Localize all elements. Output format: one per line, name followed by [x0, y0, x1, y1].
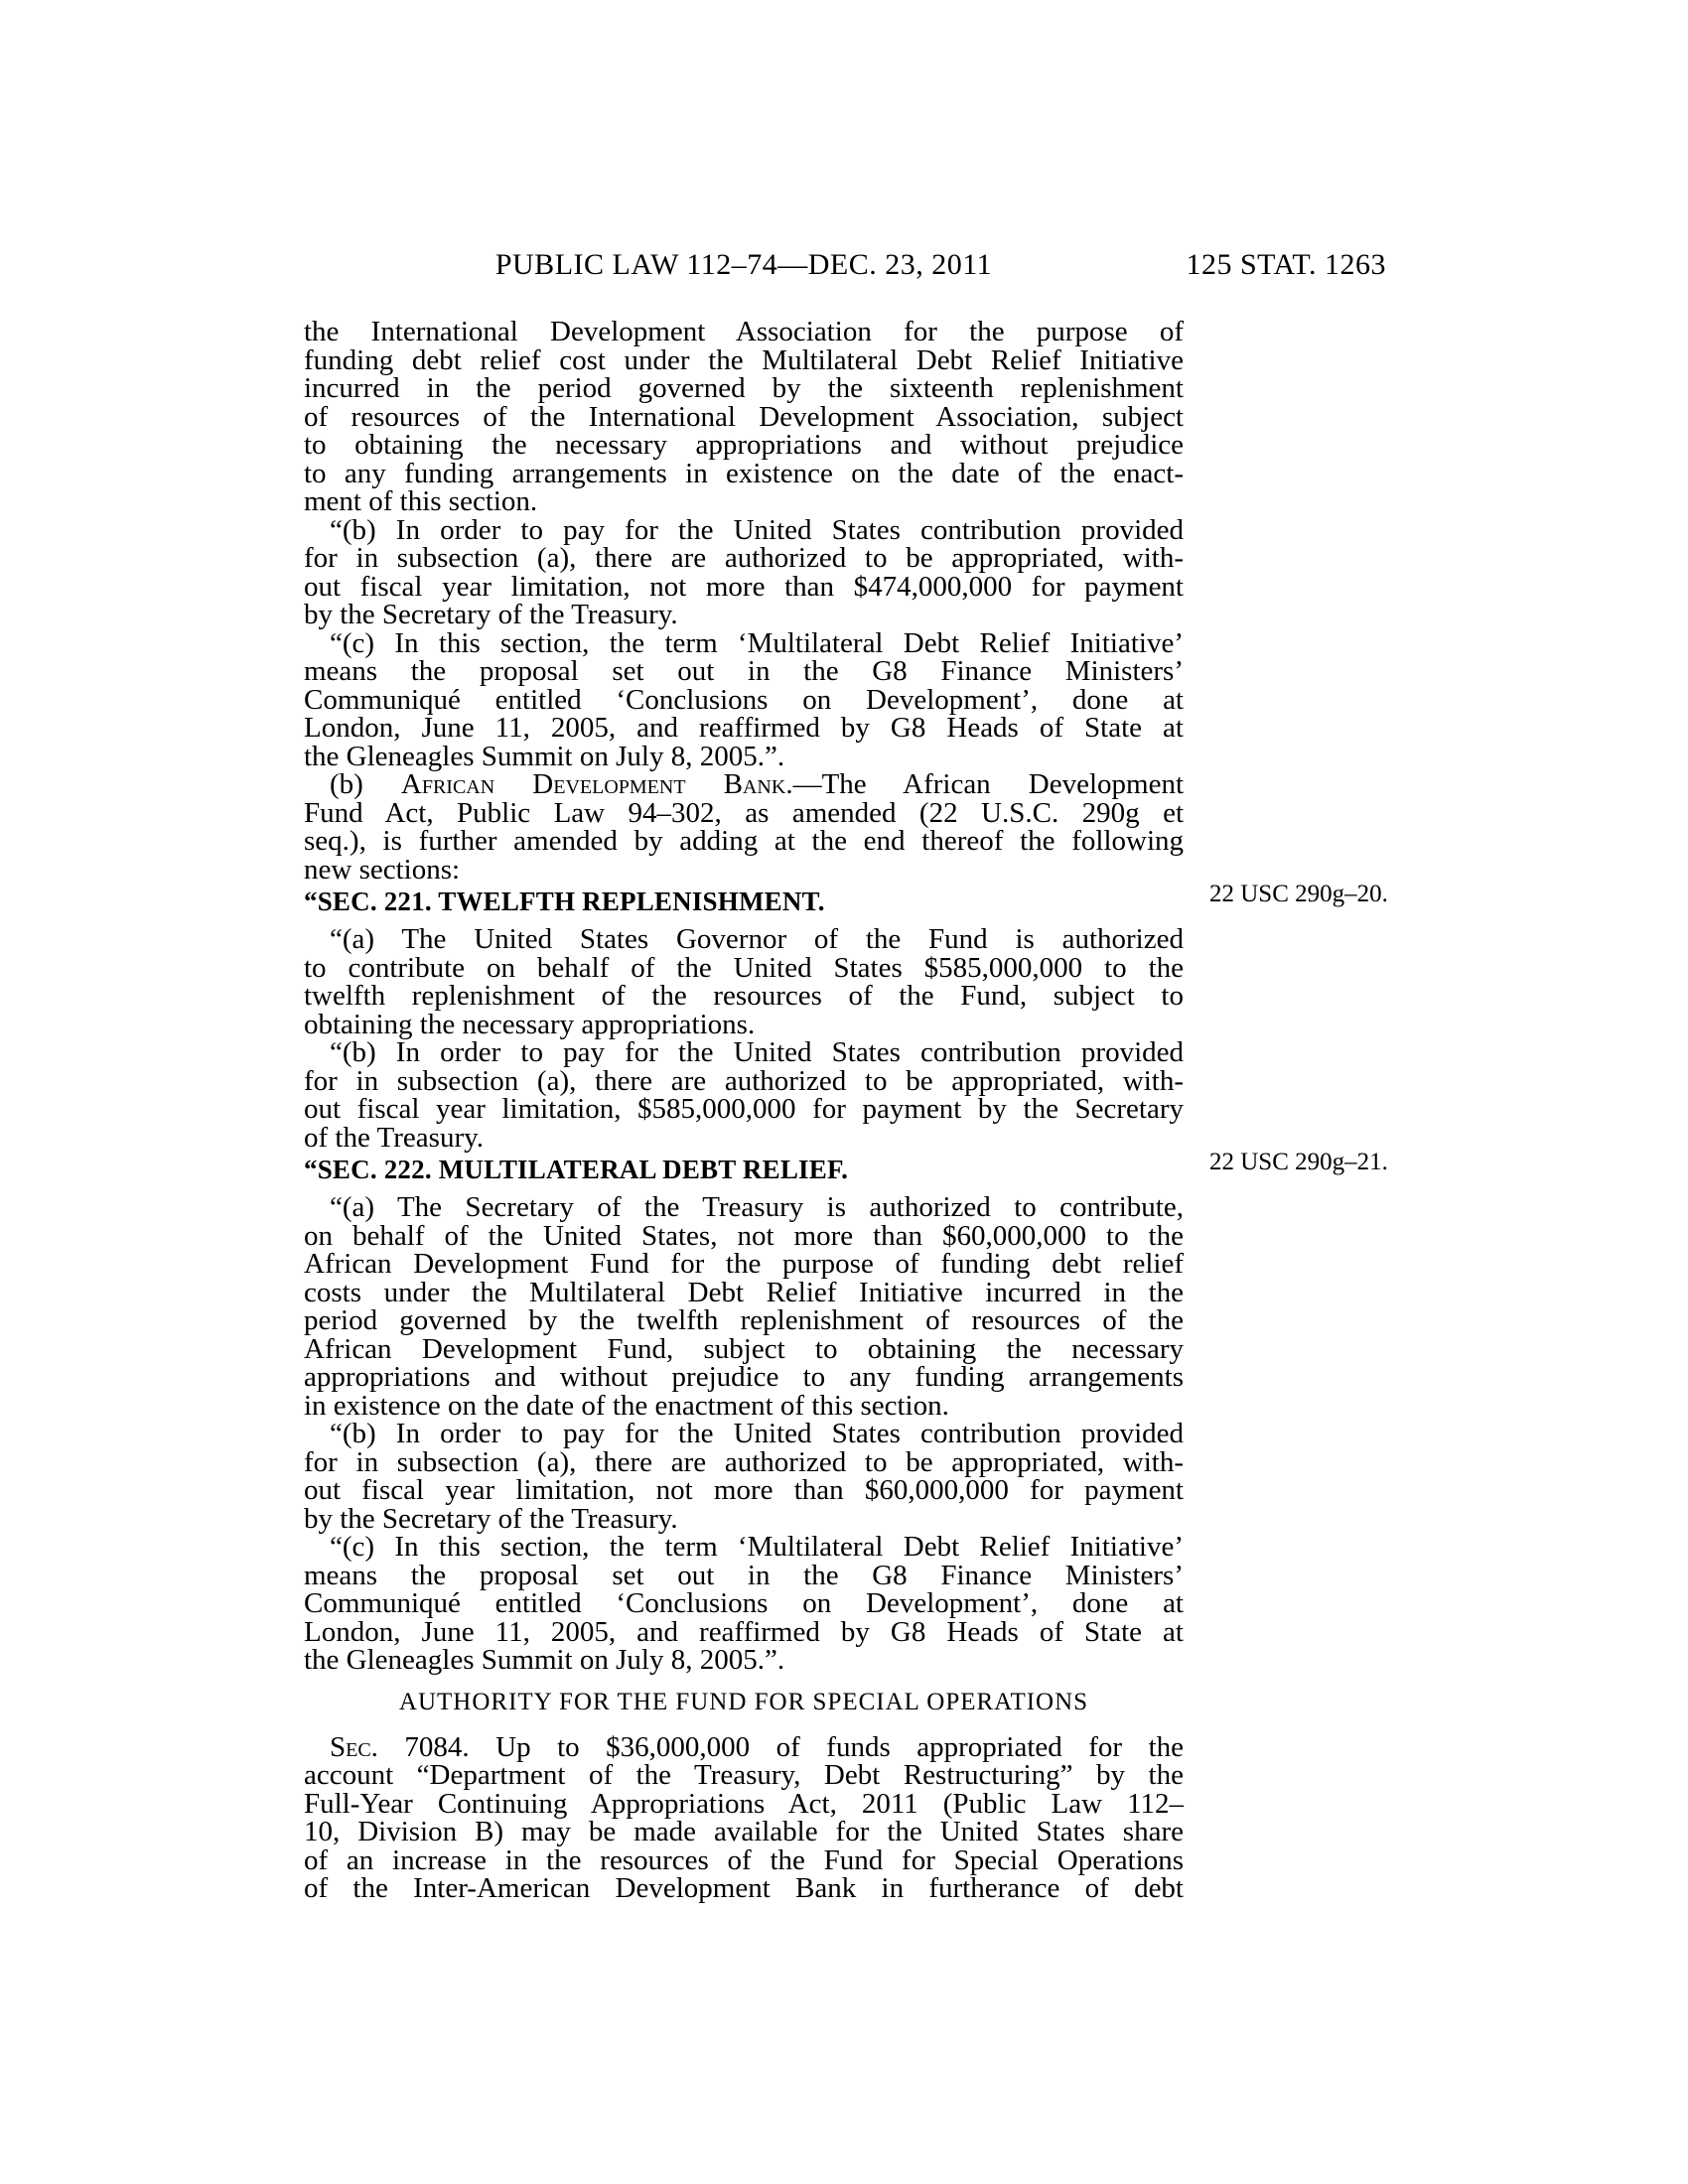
margin-note-usc-290g-20: 22 USC 290g–20. — [1209, 881, 1388, 907]
statute-text-column — [304, 318, 1184, 1903]
paragraph-c-mdri-definition: “(c) In this section, the term ‘Multilateral Debt Relief Initiative’ means the proposal set out in the G8 Finance Ministers’ Communiqué entitled ‘Conclusions on Development’, done at London, June 11, 2005, and reaffirmed by G8 Heads of State at the Gleneagles Summit on July 8, 2005.”. — [304, 626, 1184, 772]
paragraph-222c-mdri-definition: “(c) In this section, the term ‘Multilateral Debt Relief Initiative’ means the proposal set out in the G8 Finance Ministers’ Communiqué entitled ‘Conclusions on Development’, done at London, June 11, 2005, and reaffirmed by G8 Heads of State at the Gleneagles Summit on July 8, 2005.”. — [304, 1531, 1184, 1676]
paragraph-african-development-bank-amendment: (b) African Development Bank.—The African Development Fund Act, Public Law 94–302, as amended (22 U.S.C. 290g et seq.), is further amended by adding at the end thereof the following new sections: — [304, 768, 1184, 886]
paragraph-222a-60m-contribution: “(a) The Secretary of the Treasury is authorized to contribute, on behalf of the United States, not more than $60,000,000 to the African Development Fund for the purpose of funding debt relief costs under the Multilateral Debt Relief Initiative incurred in the period governed by the twelfth replenishment of resources of the African Development Fund, subject to obtaining the necessary appropriations and without prejudice to any funding arrangements in existence on the date of the enactment of this section. — [304, 1191, 1184, 1422]
paragraph-221b-585m-appropriation: “(b) In order to pay for the United States contribution provided for in subsection (a), there are authorized to be appropriated, with- out fiscal year limitation, $585,000,000 for payment by the Secretary of the Treasury. — [304, 1036, 1184, 1154]
crossheading-authority-fund-special-operations: AUTHORITY FOR THE FUND FOR SPECIAL OPERATIONS — [398, 1688, 1089, 1715]
running-head-law-title: PUBLIC LAW 112–74—DEC. 23, 2011 — [494, 248, 993, 281]
section-heading-222-multilateral-debt-relief: “SEC. 222. MULTILATERAL DEBT RELIEF. — [304, 1155, 849, 1184]
section-heading-221-twelfth-replenishment: “SEC. 221. TWELFTH REPLENISHMENT. — [304, 887, 825, 916]
paragraph-222b-60m-appropriation: “(b) In order to pay for the United States contribution provided for in subsection (a), there are authorized to be appropriated, with- out fiscal year limitation, not more than $60,000,000 for payment by the Secretary of the Treasury. — [304, 1418, 1184, 1535]
paragraph-221a-585m-contribution: “(a) The United States Governor of the Fund is authorized to contribute on behalf of the United States $585,000,000 to the twelfth replenishment of the resources of the Fund, subject to obtaining the necessary appropriations. — [304, 923, 1184, 1040]
paragraph-sec-7084-36m-fund-special-operations: Sec. 7084. Up to $36,000,000 of funds appropriated for the account “Department of the Treasury, Debt Restructuring” by the Full-Year Continuing Appropriations Act, 2011 (Public Law 112– 10, Division B) may be made available for the United States share of an increase in the resources of the Fund for Special Operations of the Inter-American Development Bank in furtherance of debt — [304, 1730, 1184, 1904]
running-head — [304, 248, 1386, 284]
running-head-stat-page-number: 125 STAT. 1263 — [1186, 248, 1386, 281]
paragraph-ida-purpose-continuation: the International Development Association for the purpose of funding debt relief cost under the Multilateral Debt Relief Initiative incurred in the period governed by the sixteenth replenishment of resources of the International Development Association, subject to obtaining the necessary appropriations and without prejudice to any funding arrangements in existence on the date of the enact- ment of this section. — [304, 316, 1184, 517]
margin-note-usc-290g-21: 22 USC 290g–21. — [1209, 1149, 1388, 1175]
paragraph-b-474m-appropriation: “(b) In order to pay for the United States contribution provided for in subsection (a), there are authorized to be appropriated, with- out fiscal year limitation, not more than $474,000,000 for payment by the Secretary of the Treasury. — [304, 513, 1184, 630]
